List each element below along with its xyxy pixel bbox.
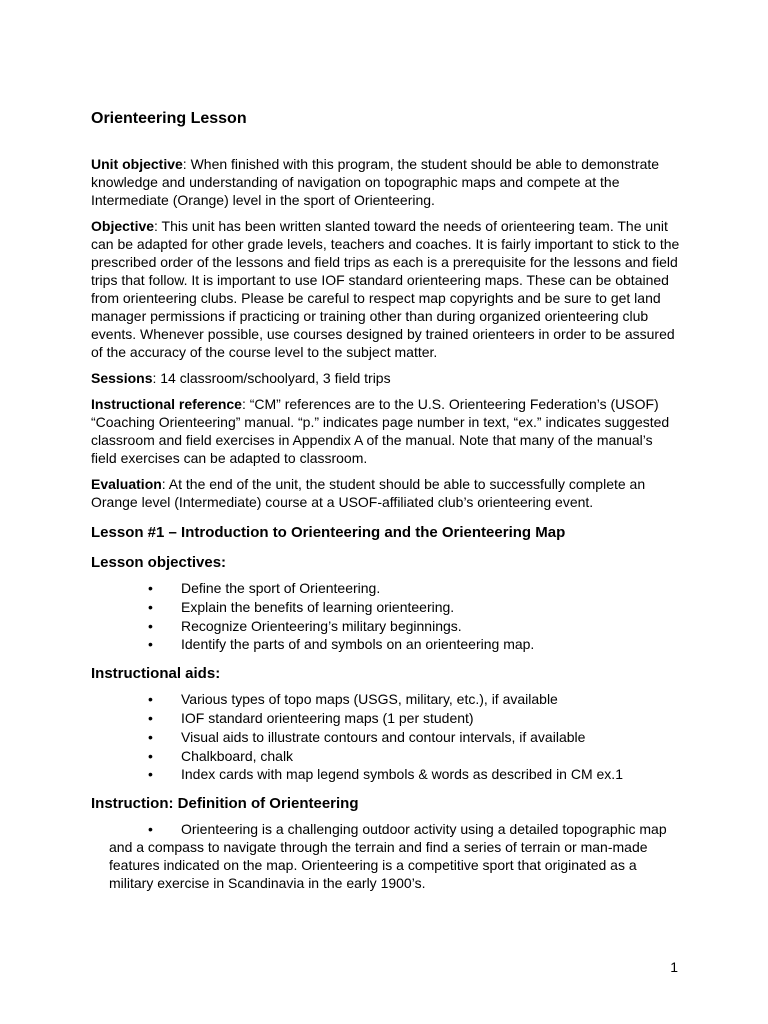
evaluation-text: : At the end of the unit, the student should be able to successfully complete an Orange level (Intermediate) course at a USOF-affiliated club’s orienteering event. (91, 476, 646, 510)
list-item (91, 728, 681, 747)
lesson-objectives-list (91, 579, 681, 654)
unit-objective-label: Unit objective (91, 156, 183, 172)
unit-objective-text: : When finished with this program, the student should be able to demonstrate knowledge and understanding of navigation on topographic maps and compete at the Intermediate (Orange) level in the sport of Orienteering. (91, 156, 660, 208)
instruction-text: Orienteering is a challenging outdoor activity using a detailed topographic map and a compass to navigate through the terrain and find a series of terrain or man-made features indicated on the map. Orienteering is a competitive sport that originated as a military exercise in Scandinavia in the early 1900’s. (109, 821, 667, 892)
instruction-heading: Instruction: Definition of Orienteering (91, 795, 359, 813)
document-title: Orienteering Lesson (91, 110, 247, 127)
objective-text: : This unit has been written slanted toward the needs of orienteering team. The unit can be adapted for other grade levels, teachers and coaches. It is fairly important to stick to the prescribed order of the lessons and field trips as each is a prerequisite for the lessons and field trips that follow. It is important to use IOF standard orienteering maps. These can be obtained from orienteering clubs. Please be careful to respect map copyrights and be sure to get land manager permissions if practicing or training other than during organized orienteering club events. Whenever possible, use courses designed by trained orienteers in order to be assured of the accuracy of the course level to the subject matter. (91, 218, 680, 360)
evaluation-label: Evaluation (91, 476, 162, 492)
lesson-objectives-heading: Lesson objectives: (91, 554, 227, 571)
instructional-reference-text: : “CM” references are to the U.S. Orienteering Federation’s (USOF) “Coaching Orienteering” manual. “p.” indicates page number in text, “ex.” indicates suggested classroom and field exercises in Appendix A of the manual. Note that many of the manual’s field exercises can be adapted to classroom. (91, 396, 670, 466)
objective-paragraph (91, 217, 681, 361)
list-item-text: Explain the benefits of learning orienteering. (181, 598, 455, 615)
bullet-icon: • (148, 766, 153, 783)
list-item-text: Index cards with map legend symbols & words as described in CM ex.1 (181, 766, 623, 783)
list-item-text: Recognize Orienteering’s military beginnings. (181, 617, 462, 634)
instructional-aids-heading: Instructional aids: (91, 665, 221, 683)
list-item-text: Define the sport of Orienteering. (181, 580, 381, 596)
list-item (91, 709, 681, 728)
list-item (91, 690, 681, 709)
list-item (91, 747, 681, 766)
list-item (91, 765, 681, 784)
bullet-icon: • (148, 691, 153, 708)
list-item-text: Identify the parts of and symbols on an orienteering map. (181, 636, 535, 653)
sessions-paragraph (91, 369, 681, 387)
evaluation-paragraph (91, 475, 681, 511)
list-item-text: Visual aids to illustrate contours and contour intervals, if available (181, 728, 586, 745)
sessions-label: Sessions (91, 370, 153, 386)
instructional-reference-paragraph (91, 395, 681, 467)
list-item (91, 579, 681, 598)
sessions-text: : 14 classroom/schoolyard, 3 field trips (152, 370, 391, 386)
bullet-icon: • (148, 636, 153, 653)
bullet-icon: • (148, 709, 153, 726)
list-item (91, 598, 681, 617)
list-item-text: IOF standard orienteering maps (1 per student) (181, 709, 474, 726)
list-item (91, 635, 681, 654)
unit-objective-paragraph (91, 155, 681, 209)
bullet-icon: • (148, 598, 153, 615)
bullet-icon: • (148, 580, 153, 596)
lesson-heading: Lesson #1 – Introduction to Orienteering and the Orienteering Map (91, 524, 566, 541)
bullet-icon: • (148, 747, 153, 764)
bullet-icon: • (148, 728, 153, 745)
list-item-text: Chalkboard, chalk (181, 747, 294, 764)
list-item (91, 617, 681, 636)
page-number: 1 (670, 959, 678, 975)
list-item-text: Various types of topo maps (USGS, military, etc.), if available (181, 691, 558, 708)
bullet-icon: • (148, 617, 153, 634)
objective-label: Objective (91, 218, 155, 234)
document-page (91, 108, 681, 900)
instruction-paragraph (91, 820, 681, 892)
instructional-reference-label: Instructional reference (91, 396, 242, 412)
bullet-icon: • (148, 821, 153, 838)
instructional-aids-list (91, 690, 681, 784)
